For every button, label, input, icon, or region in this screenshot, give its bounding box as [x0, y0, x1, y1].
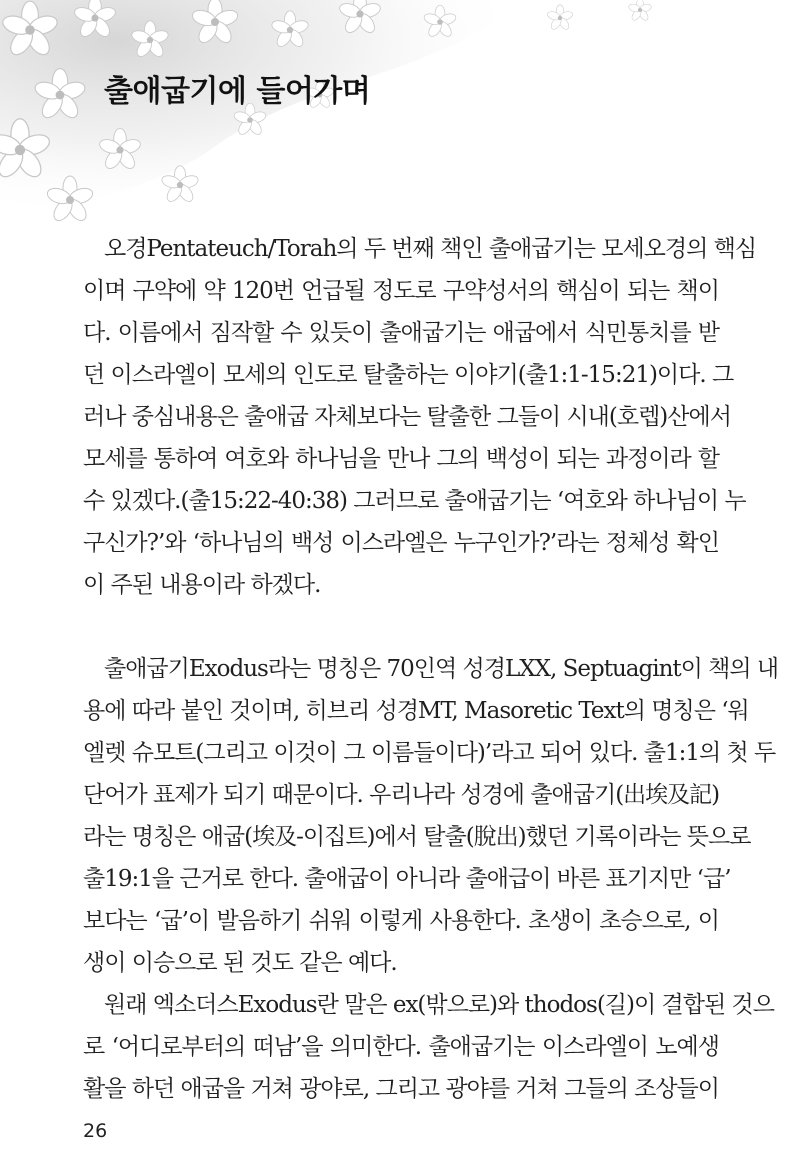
text-line: 수 있겠다.(출15:22-40:38) 그러므로 출애굽기는 ‘여호와 하나님이 누 [83, 488, 746, 514]
floral-decoration-image [0, 0, 800, 230]
text-line: 단어가 표제가 되기 때문이다. 우리나라 성경에 출애굽기(出埃及記) [83, 782, 720, 808]
text-line: 출애굽기Exodus라는 명칭은 70인역 성경LXX, Septuagint이 책의 내 [104, 656, 779, 682]
text-line: 보다는 ‘굽’이 발음하기 쉬워 이렇게 사용한다. 초생이 초승으로, 이 [83, 908, 719, 934]
text-line: 오경Pentateuch/Torah의 두 번째 책인 출애굽기는 모세오경의 핵심 [104, 236, 757, 262]
text-line: 구신가?’와 ‘하나님의 백성 이스라엘은 누구인가?’라는 정체성 확인 [83, 530, 719, 556]
text-line: 이며 구약에 약 120번 언급될 정도로 구약성서의 핵심이 되는 책이 [83, 278, 719, 304]
text-line: 라는 명칭은 애굽(埃及-이집트)에서 탈출(脫出)했던 기록이라는 뜻으로 [83, 824, 751, 850]
text-line: 로 ‘어디로부터의 떠남’을 의미한다. 출애굽기는 이스라엘이 노예생 [83, 1034, 719, 1060]
text-line: 엘렛 슈모트(그리고 이것이 그 이름들이다)’라고 되어 있다. 출1:1의 첫 두 [83, 740, 776, 766]
text-line: 다. 이름에서 짐작할 수 있듯이 출애굽기는 애굽에서 식민통치를 받 [83, 320, 719, 346]
text-line: 던 이스라엘이 모세의 인도로 탈출하는 이야기(출1:1-15:21)이다. 그 [83, 362, 734, 388]
text-line: 러나 중심내용은 출애굽 자체보다는 탈출한 그들이 시내(호렙)산에서 [83, 404, 731, 430]
text-line: 출19:1을 근거로 한다. 출애굽이 아니라 출애급이 바른 표기지만 ‘급’ [83, 866, 731, 892]
text-line: 이 주된 내용이라 하겠다. [83, 572, 321, 598]
chapter-title: 출애굽기에 들어가며 [104, 74, 371, 109]
text-line: 용에 따라 붙인 것이며, 히브리 성경MT, Masoretic Text의 명칭은 ‘워 [83, 698, 749, 724]
text-line: 활을 하던 애굽을 거쳐 광야로, 그리고 광야를 거쳐 그들의 조상들이 [83, 1076, 719, 1102]
page-number: 26 [83, 1120, 108, 1142]
text-line: 원래 엑소더스Exodus란 말은 ex(밖으로)와 thodos(길)이 결합된 것으 [104, 992, 774, 1018]
text-line: 생이 이승으로 된 것도 같은 예다. [83, 950, 397, 976]
text-line: 모세를 통하여 여호와 하나님을 만나 그의 백성이 되는 과정이라 할 [83, 446, 719, 472]
